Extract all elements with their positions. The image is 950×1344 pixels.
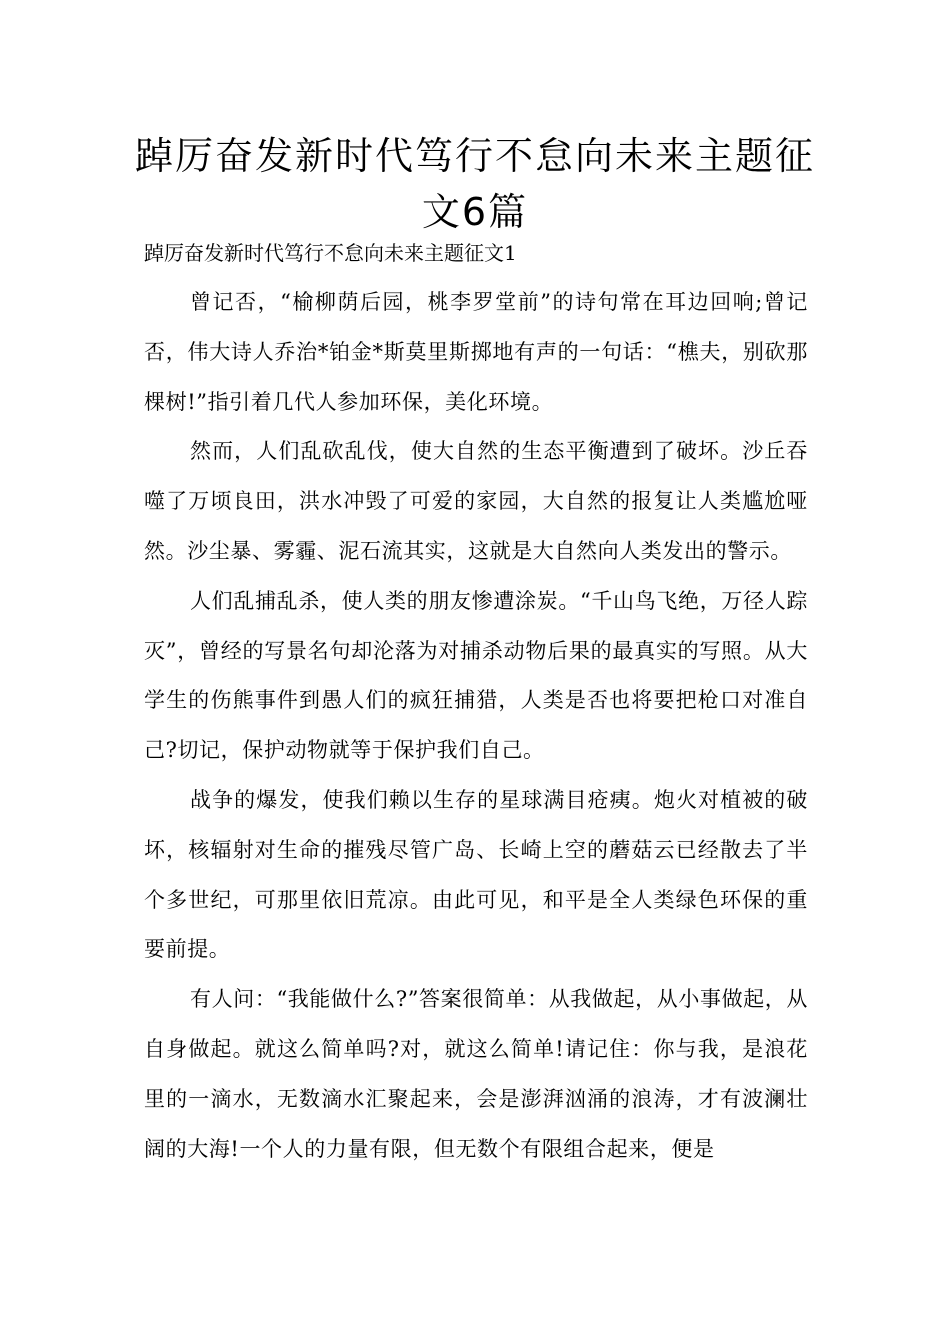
paragraph: 曾记否，“榆柳荫后园，桃李罗堂前”的诗句常在耳边回响;曾记否，伟大诗人乔治*铂金*斯莫里斯掷地有声的一句话：“樵夫，别砍那棵树!”指引着几代人参加环保，美化环境。 bbox=[144, 290, 808, 414]
section-heading: 踔厉奋发新时代笃行不怠向未来主题征文1 bbox=[144, 241, 517, 265]
paragraph: 人们乱捕乱杀，使人类的朋友惨遭涂炭。“千山鸟飞绝，万径人踪灭”，曾经的写景名句却沦落为对捕杀动物后果的最真实的写照。从大学生的伤熊事件到愚人们的疯狂捕猎，人类是否也将要把枪口对准自己?切记，保护动物就等于保护我们自己。 bbox=[144, 588, 808, 763]
paragraph: 然而，人们乱砍乱伐，使大自然的生态平衡遭到了破坏。沙丘吞噬了万顷良田，洪水冲毁了可爱的家园，大自然的报复让人类尴尬哑然。沙尘暴、雾霾、泥石流其实，这就是大自然向人类发出的警示。 bbox=[144, 439, 808, 563]
paragraph: 有人问：“我能做什么?”答案很简单：从我做起，从小事做起，从自身做起。就这么简单吗?对，就这么简单!请记住：你与我，是浪花里的一滴水，无数滴水汇聚起来，会是澎湃汹涌的浪涛，才有波澜壮阔的大海!一个人的力量有限，但无数个有限组合起来，便是 bbox=[144, 987, 808, 1161]
document-body bbox=[144, 278, 808, 1174]
document-title: 踔厉奋发新时代笃行不怠向未来主题征文6篇 bbox=[134, 134, 815, 234]
paragraph: 战争的爆发，使我们赖以生存的星球满目疮痍。炮火对植被的破坏，核辐射对生命的摧残尽管广岛、长崎上空的蘑菇云已经散去了半个多世纪，可那里依旧荒凉。由此可见，和平是全人类绿色环保的重要前提。 bbox=[144, 787, 808, 962]
